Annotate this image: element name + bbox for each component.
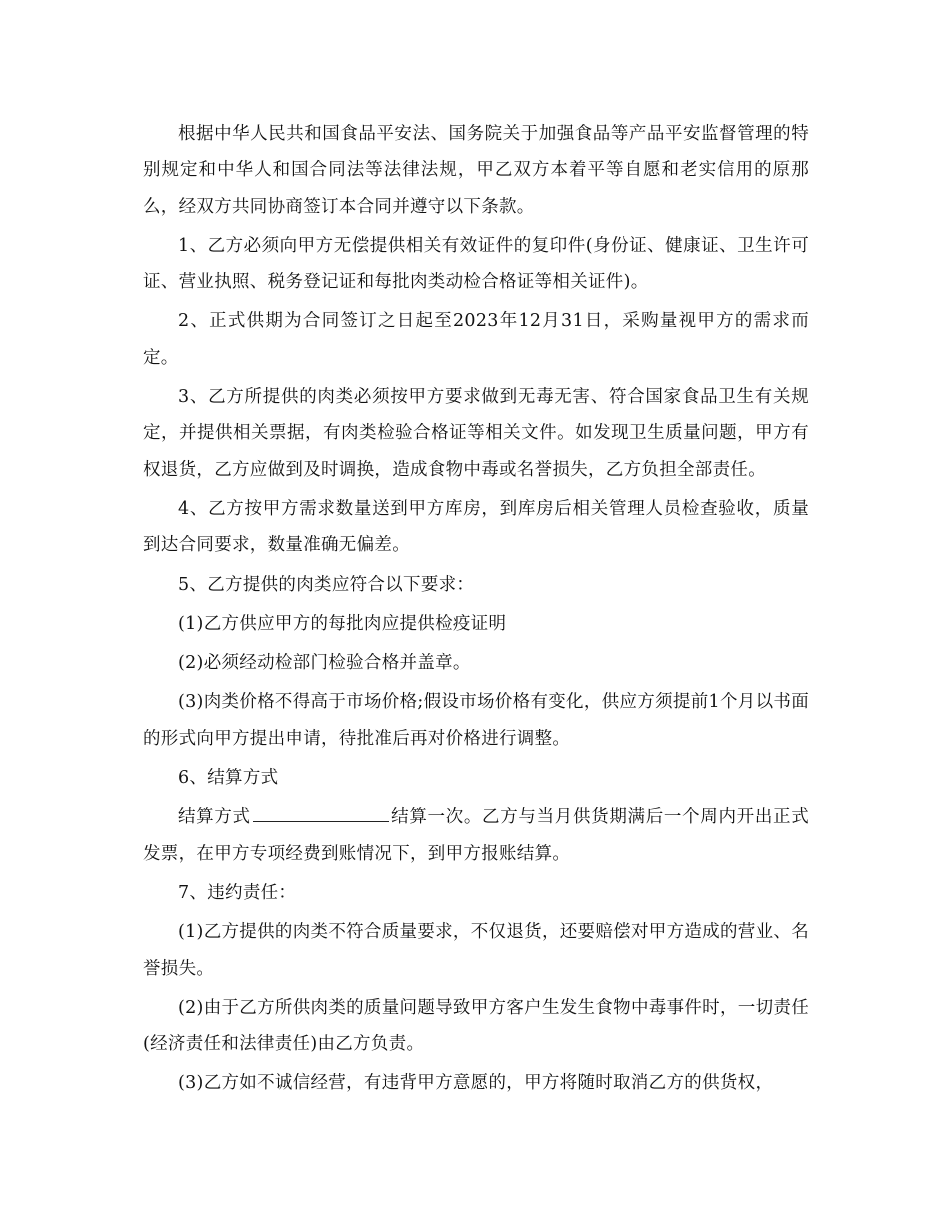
clause-2: 2、正式供期为合同签订之日起至2023年12月31日，采购量视甲方的需求而定。: [143, 311, 809, 368]
paragraph-intro: 根据中华人民共和国食品平安法、国务院关于加强食品等产品平安监督管理的特别规定和中华人和国合同法等法律法规，甲乙双方本着平等自愿和老实信用的原那么，经双方共同协商签订本合同并遵守以下条款。: [143, 124, 809, 217]
clause-7-item-3: (3)乙方如不诚信经营，有违背甲方意愿的，甲方将随时取消乙方的供货权，: [178, 1073, 774, 1094]
settlement-paragraph: [143, 799, 809, 872]
clause-5-item-2: (2)必须经动检部门检验合格并盖章。: [178, 653, 471, 674]
settlement-suffix: 结算一次。乙方与当月供货期满后一个周内开出正式发票，在甲方专项经费到账情况下，到甲方报账结算。: [143, 807, 809, 864]
clause-7-item-2: (2)由于乙方所供肉类的质量问题导致甲方客户生发生食物中毒事件时，一切责任(经济责任和法律责任)由乙方负责。: [143, 997, 809, 1055]
settlement-blank-line: [253, 820, 389, 822]
clause-6: 6、结算方式: [178, 768, 279, 789]
clause-5-item-3: (3)肉类价格不得高于市场价格;假设市场价格有变化，供应方须提前1个月以书面的形式向甲方提出申请，待批准后再对价格进行调整。: [143, 692, 809, 749]
clause-4: 4、乙方按甲方需求数量送到甲方库房，到库房后相关管理人员检查验收，质量到达合同要求，数量准确无偏差。: [143, 498, 809, 556]
clause-5: 5、乙方提供的肉类应符合以下要求：: [178, 574, 475, 595]
contract-body: [143, 116, 809, 1105]
settlement-prefix: 结算方式: [178, 807, 251, 828]
clause-7-item-1: (1)乙方提供的肉类不符合质量要求，不仅退货，还要赔偿对甲方造成的营业、名誉损失。: [143, 922, 809, 979]
clause-5-item-1: (1)乙方供应甲方的每批肉应提供检疫证明: [178, 613, 507, 634]
clause-7: 7、违约责任：: [178, 882, 297, 903]
clause-3: 3、乙方所提供的肉类必须按甲方要求做到无毒无害、符合国家食品卫生有关规定，并提供相关票据，有肉类检验合格证等相关文件。如发现卫生质量问题，甲方有权退货，乙方应做到及时调换，造成食物中毒或名誉损失，乙方负担全部责任。: [143, 387, 809, 480]
clause-1: 1、乙方必须向甲方无偿提供相关有效证件的复印件(身份证、健康证、卫生许可证、营业执照、税务登记证和每批肉类动检合格证等相关证件)。: [143, 235, 809, 293]
